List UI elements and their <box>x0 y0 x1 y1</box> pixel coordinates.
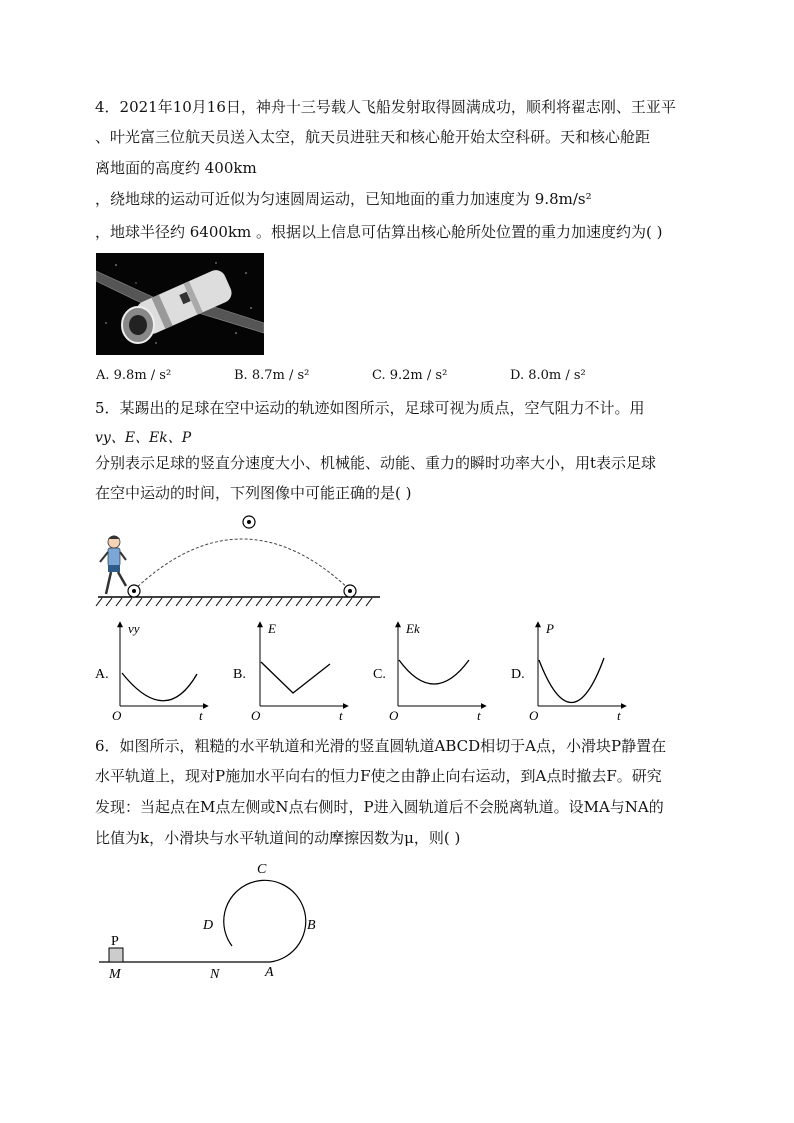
graph-c-origin: O <box>389 708 399 723</box>
graph-c-xlabel: t <box>477 708 481 723</box>
q4-option-a: A. 9.8m / s² <box>96 368 172 383</box>
label-d: D <box>203 918 214 933</box>
football-icon <box>128 585 140 597</box>
space-station-image <box>96 253 264 355</box>
q5-line-1: 5．某踢出的足球在空中运动的轨迹如图所示，足球可视为质点，空气阻力不计。用 <box>95 399 645 417</box>
graph-b-origin: O <box>251 708 261 723</box>
graph-d-ylabel: P <box>546 621 554 636</box>
graph-a <box>95 621 208 723</box>
graph-d-origin: O <box>529 708 539 723</box>
graph-d-option: D. <box>511 667 525 682</box>
kicking-boy-icon <box>100 536 126 595</box>
graph-d <box>511 621 626 723</box>
graph-d-xlabel: t <box>617 708 621 723</box>
slider-block-p <box>109 948 123 962</box>
q6-line-4: 比值为k，小滑块与水平轨道间的动摩擦因数为μ，则( ) <box>95 829 461 847</box>
graph-a-ylabel: vy <box>128 621 140 636</box>
q5-line-4: 在空中运动的时间，下列图像中可能正确的是( ) <box>95 484 412 502</box>
q4-line-1: 4．2021年10月16日，神舟十三号载人飞船发射取得圆满成功，顺利将翟志刚、王亚平 <box>95 98 676 116</box>
label-b: B <box>307 918 316 933</box>
label-c: C <box>257 862 267 877</box>
graph-b-ylabel: E <box>268 621 276 636</box>
q5-graphs <box>92 618 632 728</box>
football-icon <box>344 585 356 597</box>
graph-a-origin: O <box>112 708 122 723</box>
label-a: A <box>265 965 274 980</box>
football-icon <box>243 516 255 528</box>
football-trajectory-figure <box>92 510 384 610</box>
label-n: N <box>210 967 220 982</box>
q4-line-3: 离地面的高度约 400km <box>95 159 257 177</box>
graph-b-option: B. <box>233 667 246 682</box>
q5-line-3: 分别表示足球的竖直分速度大小、机械能、动能、重力的瞬时功率大小，用t表示足球 <box>95 454 657 472</box>
q4-option-d: D. 8.0m / s² <box>510 368 586 383</box>
q6-line-3: 发现：当起点在M点左侧或N点右侧时，P进入圆轨道后不会脱离轨道。设MA与NA的 <box>95 798 664 816</box>
q4-option-c: C. 9.2m / s² <box>372 368 448 383</box>
label-p: P <box>111 934 119 949</box>
graph-c-ylabel: Ek <box>406 621 420 636</box>
graph-a-option: A. <box>95 667 109 682</box>
graph-c-option: C. <box>373 667 386 682</box>
label-m: M <box>109 967 121 982</box>
q6-line-2: 水平轨道上，现对P施加水平向右的恒力F使之由静止向右运动，到A点时撤去F。研究 <box>95 767 662 785</box>
graph-b-xlabel: t <box>339 708 343 723</box>
q5-line-2: vy、E、Ek、P <box>95 430 192 446</box>
graph-a-xlabel: t <box>199 708 203 723</box>
q4-option-b: B. 8.7m / s² <box>234 368 310 383</box>
q6-line-1: 6．如图所示，粗糙的水平轨道和光滑的竖直圆轨道ABCD相切于A点，小滑块P静置在 <box>95 737 667 755</box>
q4-line-2: 、叶光富三位航天员送入太空，航天员进驻天和核心舱开始太空科研。天和核心舱距 <box>95 128 651 146</box>
q4-line-5: ，地球半径约 6400km 。根据以上信息可估算出核心舱所处位置的重力加速度约为( ) <box>95 223 663 241</box>
circular-track-figure <box>95 855 335 985</box>
graph-c <box>373 621 486 723</box>
graph-b <box>233 621 348 723</box>
q4-line-4: ，绕地球的运动可近似为匀速圆周运动，已知地面的重力加速度为 9.8m/s² <box>95 190 592 208</box>
